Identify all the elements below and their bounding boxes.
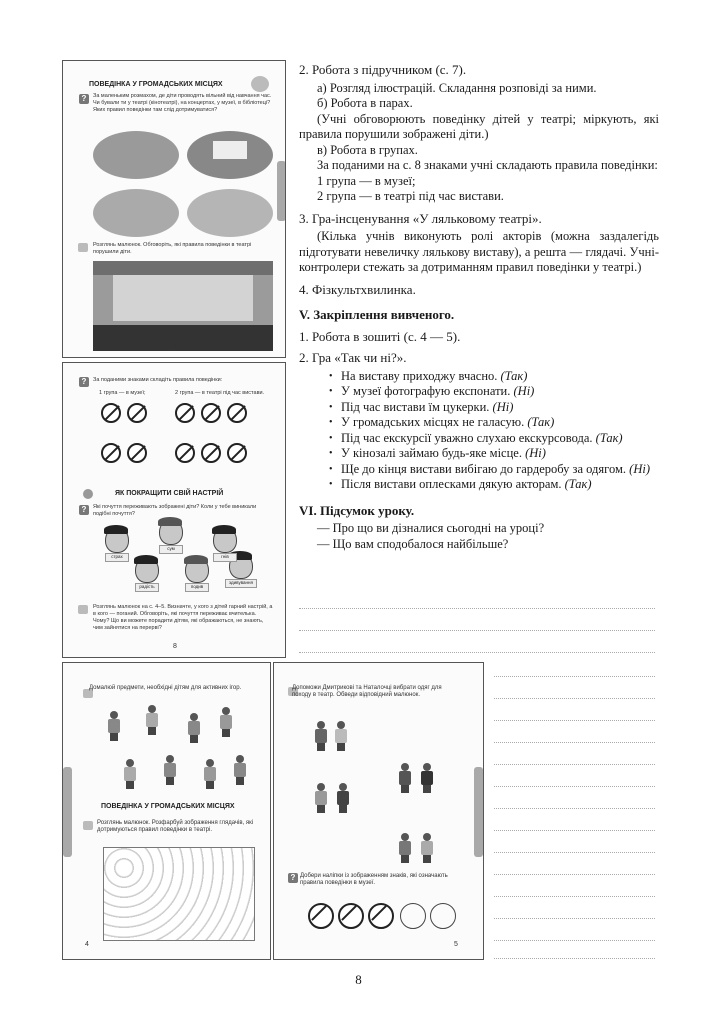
section-2-group-1: 1 група — в музеї;: [317, 173, 416, 188]
no-phone-sign-icon: [201, 403, 221, 423]
thumb4-page-number: 5: [454, 941, 458, 948]
thumb4-question-2: Допоможи Дмитрикові та Наталочці вибрати одяг для походу в театр. Обведи відповідний малюнок.: [292, 685, 442, 698]
thumb4-question-3: Добери наліпки із зображенням знаків, які означають правила поведінки в музеї.: [300, 873, 448, 886]
note-line: [494, 958, 655, 959]
thumb3-question-1: Розглянь малюнок. Розфарбуй зображення глядачів, які дотримуються правил поведінки в театрі.: [97, 820, 254, 833]
theatre-illustration: [93, 189, 179, 237]
no-litter-sign-icon: [201, 443, 221, 463]
empty-sticker-slot: [430, 903, 456, 929]
note-line: [494, 676, 655, 677]
note-line: [494, 698, 655, 699]
thumb2-page-number: 8: [173, 643, 177, 650]
thumb1-title: ПОВЕДІНКА У ГРОМАДСЬКИХ МІСЦЯХ: [89, 81, 223, 88]
list-item: • У громадських місцях не галасую. (Так): [329, 415, 659, 431]
emotion-label: радість: [135, 583, 159, 592]
note-line: [299, 630, 655, 631]
no-touching-sticker-icon: [338, 903, 364, 929]
section-v-2: 2. Гра «Так чи ні?».: [299, 350, 407, 365]
list-item: • У кінозалі займаю будь-яке місце. (Ні): [329, 446, 659, 462]
thumb2-question-1: Які почуття переживають зображені діти? Коли у тебе виникали подібні почуття?: [93, 504, 257, 517]
theatre-stage-illustration: [93, 261, 273, 351]
thumb1-question-1: За маленьким розмахом, де діти проводять вільний від навчання час. Чи бували ти у театрі (кінотеатрі), на концертах, у музеї, в бібліотеці? Яких правил поведінки там слід дотримуватися?: [93, 93, 272, 113]
lesson-plan-text: [299, 58, 659, 552]
thumb1-page-number: 7: [173, 343, 177, 350]
section-2-c: в) Робота в групах.: [317, 142, 418, 157]
list-item: • У музеї фотографую експонати. (Ні): [329, 384, 659, 400]
pencil-icon: [83, 821, 93, 830]
emotion-label: страх: [105, 553, 129, 562]
emotion-label: сум: [159, 545, 183, 554]
thumb2-title: ЯК ПОКРАЩИТИ СВІЙ НАСТРІЙ: [115, 490, 224, 497]
section-v-1: 1. Робота в зошиті (с. 4 — 5).: [299, 328, 461, 344]
note-line: [494, 830, 655, 831]
list-item: • Під час екскурсії уважно слухаю екскурсовода. (Так): [329, 431, 659, 447]
emotion-label: гнів: [213, 553, 237, 562]
thumb2-question-3: За поданими знаками складіть правила поведінки:: [93, 377, 223, 383]
no-photo-sticker-icon: [368, 903, 394, 929]
question-icon: ?: [79, 505, 89, 515]
thumb3-page-number: 4: [85, 941, 89, 948]
note-line: [494, 764, 655, 765]
list-item: • Під час вистави їм цукерки. (Ні): [329, 400, 659, 416]
pencil-icon: [78, 243, 88, 252]
section-3-note: (Кілька учнів виконують ролі акторів (можна заздалегідь підготувати невеличку лялькову виставу), а решта — глядачі. Учні-контролери стежать за дотриманням правил поведінки у театрі.): [299, 229, 659, 274]
emotion-label: здивування: [225, 579, 257, 588]
list-item: • Ще до кінця вистави вибігаю до гардеробу за одягом. (Ні): [329, 462, 659, 478]
thumb3-title: ПОВЕДІНКА У ГРОМАДСЬКИХ МІСЦЯХ: [101, 803, 235, 810]
no-touching-sign-icon: [127, 403, 147, 423]
mood-icon: [83, 489, 93, 499]
no-running-sticker-icon: [308, 903, 334, 929]
note-line: [494, 808, 655, 809]
library-illustration: [93, 131, 179, 179]
section-2-group-2: 2 група — в театрі під час вистави.: [317, 189, 504, 203]
section-vi-question-1: — Про що ви дізналися сьогодні на уроці?: [317, 521, 545, 535]
no-dogs-sign-icon: [175, 443, 195, 463]
note-line: [494, 786, 655, 787]
section-2-b-note: (Учні обговорюють поведінку дітей у театрі; міркують, які правила порушили зображені діти.): [299, 111, 659, 141]
pencil-icon: [78, 605, 88, 614]
thumb3-question-3: Домалюй предмети, необхідні дітям для активних ігор.: [89, 685, 242, 691]
thumb2-group-2: 2 група — в театрі під час вистави.: [175, 390, 265, 396]
no-climbing-sign-icon: [227, 443, 247, 463]
note-line: [494, 742, 655, 743]
note-line: [494, 720, 655, 721]
cinema-screen: [213, 141, 247, 159]
edge-tab: [63, 767, 72, 857]
section-2-c-note: За поданими на с. 8 знаками учні складають правила поведінки:: [317, 158, 658, 172]
workbook-page-4-thumbnail: [62, 662, 271, 960]
thumb2-question-2: Розглянь малюнок на с. 4–5. Визначте, у кого з дітей гарний настрій, а в кого — поганий. Обговоріть, які почуття переживає вчителька. Чому? Що ви можете порадити дітям, які ображаються, не знають, чим зайнятися на перерві?: [93, 604, 273, 631]
section-vi-title: VI. Підсумок уроку.: [299, 502, 415, 518]
note-line: [494, 874, 655, 875]
textbook-page-7-thumbnail: [62, 60, 286, 358]
yes-no-list: [299, 369, 659, 493]
no-talking-sign-icon: [101, 443, 121, 463]
question-icon: ?: [79, 377, 89, 387]
page-number: 8: [355, 972, 362, 987]
empty-sticker-slot: [400, 903, 426, 929]
list-item: • Після вистави оплесками дякую акторам. (Так): [329, 477, 659, 493]
thumb2-group-1: 1 група — в музеї;: [99, 390, 146, 396]
note-line: [494, 918, 655, 919]
emotion-label: подив: [185, 583, 209, 592]
no-running-sign-icon: [101, 403, 121, 423]
section-v-title: V. Закріплення вивченого.: [299, 307, 455, 322]
edge-tab: [474, 767, 483, 857]
note-line: [494, 852, 655, 853]
section-2-a: а) Розгляд ілюстрацій. Складання розповіді за ними.: [317, 80, 597, 95]
section-4-title: 4. Фізкультхвилинка.: [299, 281, 416, 297]
question-icon: ?: [79, 94, 89, 104]
thumb1-question-2: Розглянь малюнок. Обговоріть, які правила поведінки в театрі порушили діти.: [93, 242, 252, 255]
no-drinks-sign-icon: [127, 443, 147, 463]
section-2-b: б) Робота в парах.: [317, 96, 413, 110]
section-vi-question-2: — Що вам сподобалося найбільше?: [317, 536, 509, 551]
question-icon: ?: [288, 873, 298, 883]
note-line: [299, 608, 655, 609]
no-food-sign-icon: [227, 403, 247, 423]
theatre-audience-coloring: [103, 847, 255, 941]
textbook-page-8-thumbnail: [62, 362, 286, 658]
smiley-icon: [251, 76, 269, 92]
museum-illustration: [187, 189, 273, 237]
workbook-page-5-thumbnail: [273, 662, 484, 960]
section-3-title: 3. Гра-інсценування «У ляльковому театрі».: [299, 210, 542, 226]
edge-tab: [277, 161, 286, 221]
section-2-title: 2. Робота з підручником (с. 7).: [299, 62, 467, 77]
note-line: [299, 652, 655, 653]
note-line: [494, 940, 655, 941]
no-photo-sign-icon: [175, 403, 195, 423]
note-line: [494, 896, 655, 897]
list-item: • На виставу приходжу вчасно. (Так): [329, 369, 659, 385]
